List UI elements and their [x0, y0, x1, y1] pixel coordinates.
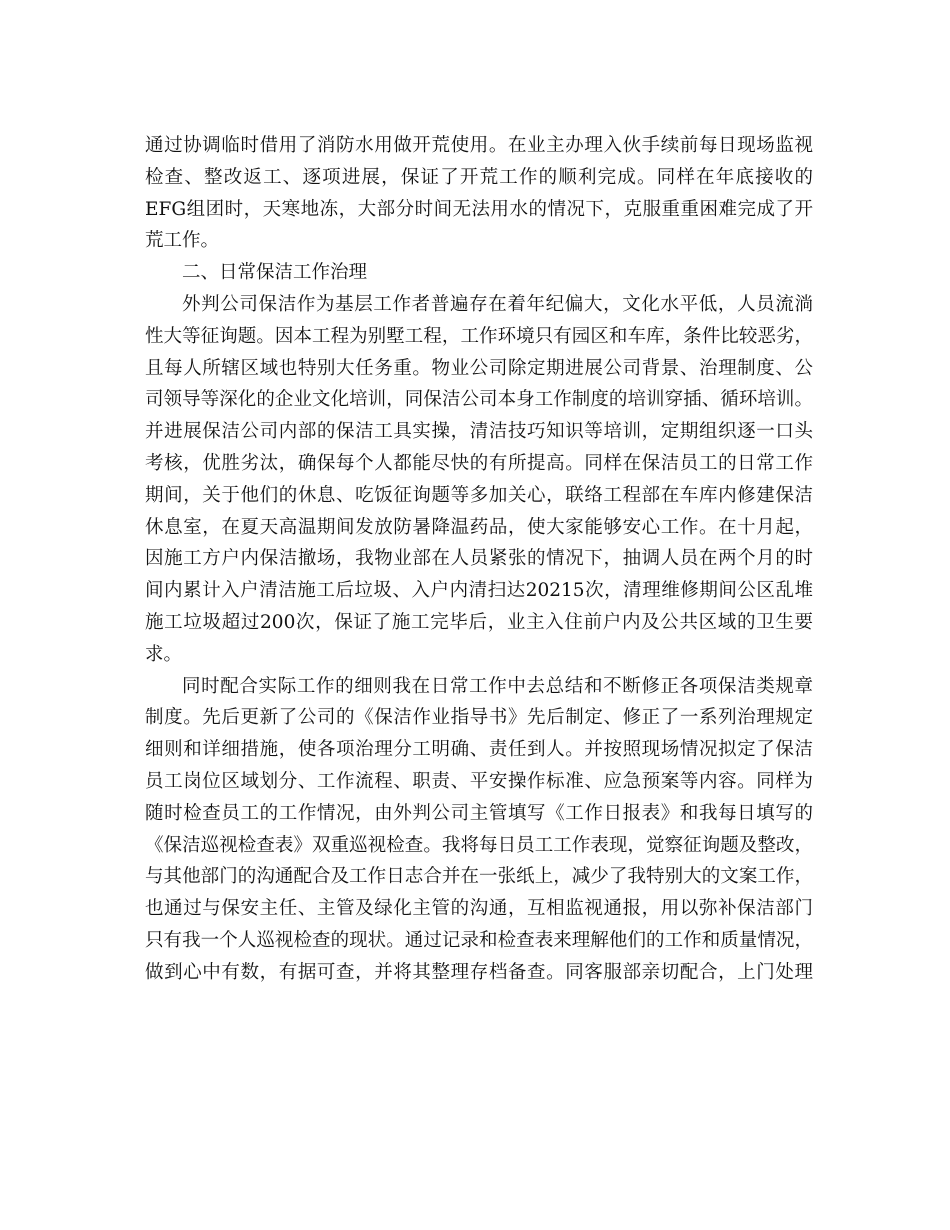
text-line: 荒工作。 [145, 230, 220, 252]
text-line: 细则和详细措施，使各项治理分工明确、责任到人。并按照现场情况拟定了保洁 [145, 739, 813, 761]
text-line: 与其他部门的沟通配合及工作日志合并在一张纸上，减少了我特别大的文案工作， [145, 866, 813, 888]
text-line: 外判公司保洁作为基层工作者普遍存在着年纪偏大，文化水平低，人员流淌 [182, 293, 813, 315]
text-line: EFG组团时，天寒地冻，大部分时间无法用水的情况下，克服重重困难完成了开 [145, 198, 813, 220]
text-line: 考核，优胜劣汰，确保每个人都能尽快的有所提高。同样在保洁员工的日常工作 [145, 452, 813, 474]
text-line: 随时检查员工的工作情况，由外判公司主管填写《工作日报表》和我每日填写的 [145, 802, 813, 824]
text-line: 施工垃圾超过200次，保证了施工完毕后，业主入住前户内及公共区域的卫生要 [145, 611, 813, 633]
text-line: 司领导等深化的企业文化培训，同保洁公司本身工作制度的培训穿插、循环培训。 [145, 389, 813, 411]
text-line: 检查、整改返工、逐项进展，保证了开荒工作的顺利完成。同样在年底接收的 [145, 166, 813, 188]
text-line: 因施工方户内保洁撤场，我物业部在人员紧张的情况下，抽调人员在两个月的时 [145, 548, 813, 570]
text-line: 并进展保洁公司内部的保洁工具实操，清洁技巧知识等培训，定期组织逐一口头 [145, 421, 813, 443]
text-line: 做到心中有数，有据可查，并将其整理存档备查。同客服部亲切配合，上门处理 [145, 961, 813, 983]
text-line: 《保洁巡视检查表》双重巡视检查。我将每日员工工作表现，觉察征询题及整改， [145, 834, 813, 856]
text-line: 只有我一个人巡视检查的现状。通过记录和检查表来理解他们的工作和质量情况， [145, 929, 813, 951]
section-heading: 二、日常保洁工作治理 [182, 262, 368, 284]
document-body [145, 130, 813, 989]
text-line: 通过协调临时借用了消防水用做开荒使用。在业主办理入伙手续前每日现场监视 [145, 135, 813, 156]
text-line: 休息室，在夏天高温期间发放防暑降温药品，使大家能够安心工作。在十月起， [145, 516, 813, 538]
text-line: 期间，关于他们的休息、吃饭征询题等多加关心，联络工程部在车库内修建保洁 [145, 484, 813, 506]
text-line: 且每人所辖区域也特别大任务重。物业公司除定期进展公司背景、治理制度、公 [145, 357, 813, 379]
text-line: 制度。先后更新了公司的《保洁作业指导书》先后制定、修正了一系列治理规定 [145, 707, 813, 729]
text-line: 间内累计入户清洁施工后垃圾、入户内清扫达20215次，清理维修期间公区乱堆 [145, 580, 813, 602]
text-line: 求。 [145, 643, 183, 665]
text-line: 员工岗位区域划分、工作流程、职责、平安操作标准、应急预案等内容。同样为 [145, 770, 813, 792]
text-line: 也通过与保安主任、主管及绿化主管的沟通，互相监视通报，用以弥补保洁部门 [145, 898, 813, 920]
text-line: 同时配合实际工作的细则我在日常工作中去总结和不断修正各项保洁类规章 [182, 675, 813, 697]
text-line: 性大等征询题。因本工程为别墅工程，工作环境只有园区和车库，条件比较恶劣， [145, 325, 813, 347]
